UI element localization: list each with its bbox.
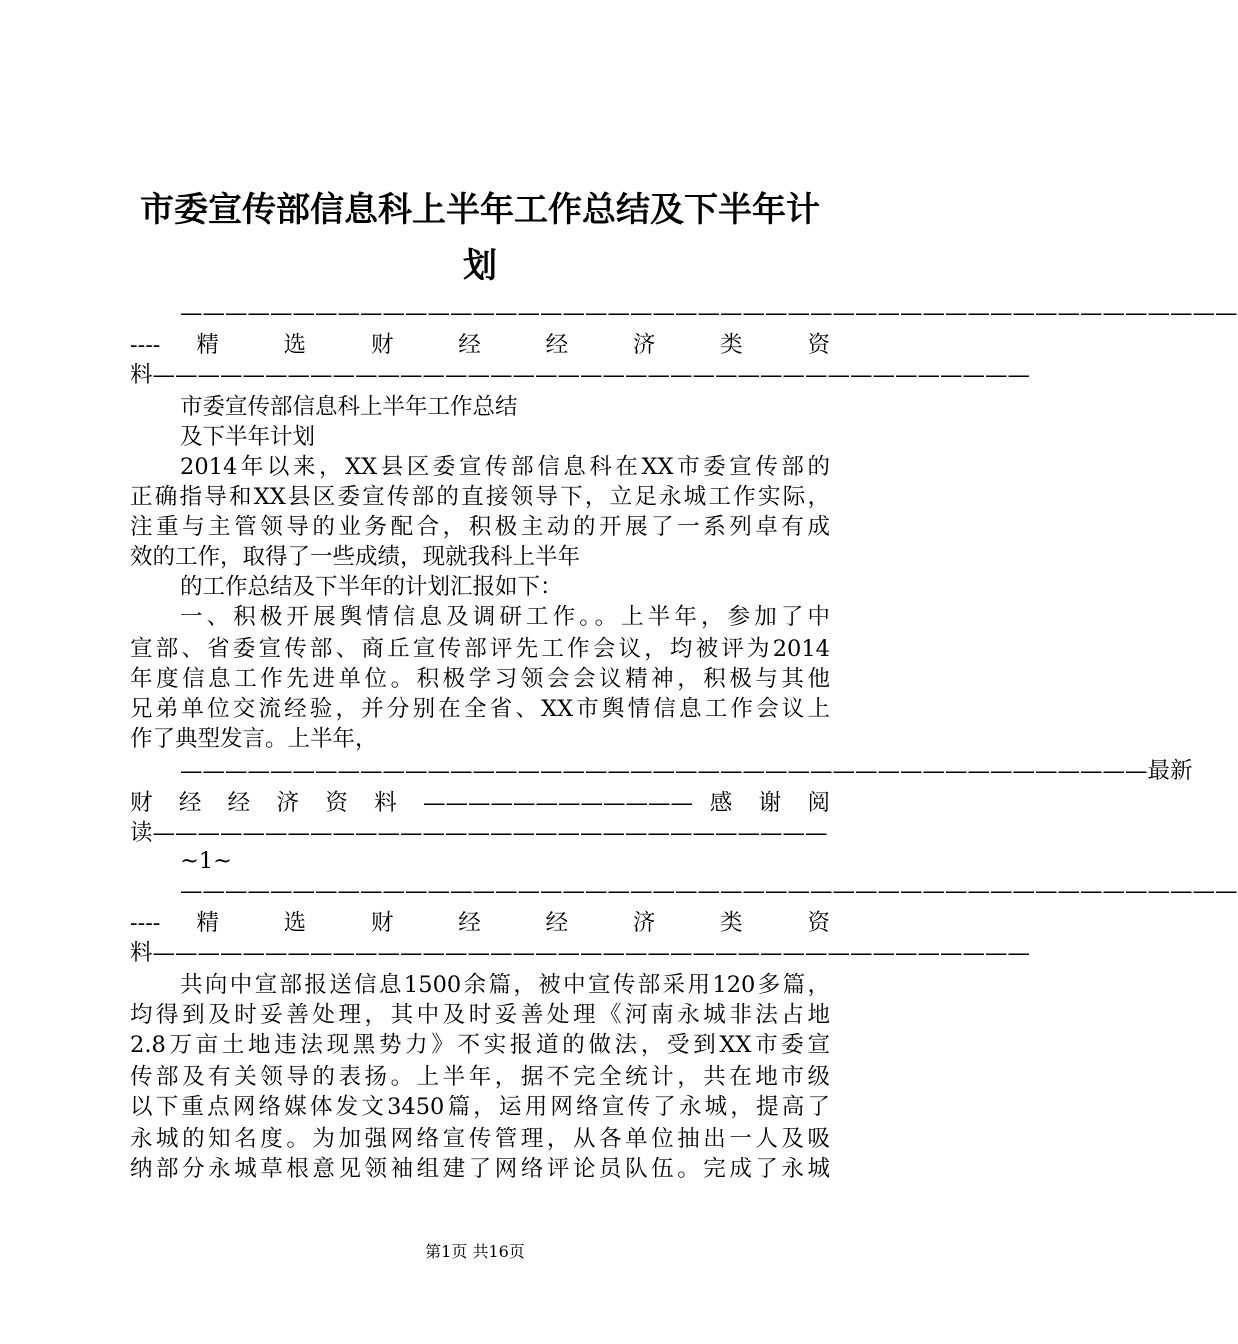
body-line: 纳部分永城草根意见领袖组建了网络评论员队伍。完成了永城 xyxy=(130,1156,830,1182)
separator-line: ——————————————————————————————————————————————— xyxy=(180,300,1238,326)
body-line: 作了典型发言。上半年， xyxy=(130,726,378,752)
body-line: 效的工作，取得了一些成绩，现就我科上半年 xyxy=(130,544,581,570)
body-line: 及下半年计划 xyxy=(180,424,316,450)
header-banner-line: ---- 精 选 财 经 经 济 类 资 xyxy=(130,332,830,358)
page-footer: 第1页 共16页 xyxy=(425,1242,525,1261)
body-line: 均得到及时妥善处理，其中及时妥善处理《河南永城非法占地 xyxy=(130,1002,830,1028)
header-banner-line: ---- 精 选 财 经 经 济 类 资 xyxy=(130,910,830,936)
inline-page-number: ~1~ xyxy=(180,848,233,874)
separator-line: 料——————————————————————————————————————— xyxy=(130,940,1031,966)
body-line: 注重与主管领导的业务配合，积极主动的开展了一系列卓有成 xyxy=(130,514,830,540)
footer-banner-line: 读—————————————————————————————— xyxy=(130,820,828,846)
body-line: 的工作总结及下半年的计划汇报如下： xyxy=(180,574,563,600)
document-title-line-2: 划 xyxy=(463,246,497,286)
separator-line: 料——————————————————————————————————————— xyxy=(130,362,1031,388)
body-line: 共向中宣部报送信息1500余篇，被中宣传部采用120多篇， xyxy=(180,972,830,998)
body-line: 传部及有关领导的表扬。上半年，据不完全统计，共在地市级 xyxy=(130,1064,830,1090)
document-title-line-1: 市委宣传部信息科上半年工作总结及下半年计 xyxy=(140,190,820,230)
body-line: 市委宣传部信息科上半年工作总结 xyxy=(180,394,518,420)
body-line: 2.8万亩土地违法现黑势力》不实报道的做法，受到XX市委宣 xyxy=(130,1032,830,1058)
body-line: 永城的知名度。为加强网络宣传管理，从各单位抽出一人及吸 xyxy=(130,1126,830,1152)
separator-line: ——————————————————————————————————————————————— xyxy=(180,878,1238,904)
body-line: 年度信息工作先进单位。积极学习领会会议精神，积极与其他 xyxy=(130,666,830,692)
body-line: 兄弟单位交流经验，并分别在全省、XX市舆情信息工作会议上 xyxy=(130,696,830,722)
footer-banner-line: ———————————————————————————————————————————最新 xyxy=(180,758,1193,784)
body-line: 以下重点网络媒体发文3450篇，运用网络宣传了永城，提高了 xyxy=(130,1094,830,1120)
body-line: 一、积极开展舆情信息及调研工作。。上半年，参加了中 xyxy=(180,604,830,630)
body-line: 正确指导和XX县区委宣传部的直接领导下，立足永城工作实际， xyxy=(130,484,830,510)
body-line: 宣部、省委宣传部、商丘宣传部评先工作会议，均被评为2014 xyxy=(130,636,830,662)
body-line: 2014年以来，XX县区委宣传部信息科在XX市委宣传部的 xyxy=(180,454,830,480)
footer-banner-line: 财 经 经 济 资 料 ———————————— 感 谢 阅 xyxy=(130,790,830,816)
